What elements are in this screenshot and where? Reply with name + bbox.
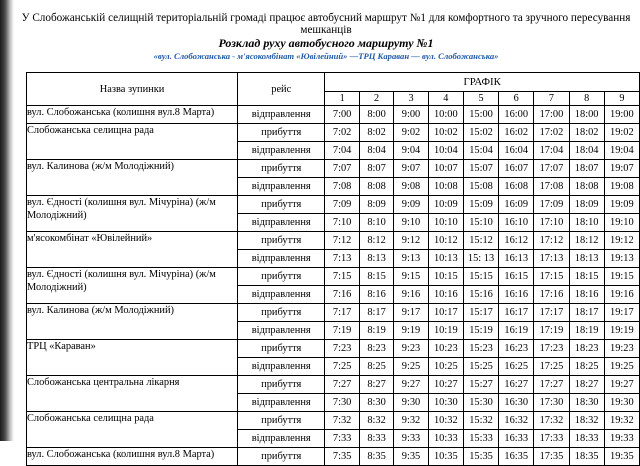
time-cell: 17:02: [534, 124, 569, 142]
trip-type: відправлення: [238, 430, 325, 448]
run-number-header: 9: [604, 91, 639, 105]
time-cell: 16:10: [499, 214, 534, 232]
time-cell: 15: 13: [463, 250, 498, 268]
time-cell: 16:12: [499, 232, 534, 250]
time-cell: 9:17: [394, 304, 428, 322]
time-cell: 19:25: [604, 358, 639, 376]
time-cell: 15:30: [463, 394, 498, 412]
stop-name: вул. Єдності (колишня вул. Мічуріна) (ж/м Молодіжний): [27, 196, 238, 232]
time-cell: 16:02: [499, 124, 534, 142]
time-cell: 18:32: [569, 412, 604, 430]
time-cell: 7:13: [325, 250, 359, 268]
table-row: [27, 376, 640, 394]
stop-name: ТРЦ «Караван»: [27, 340, 238, 376]
time-cell: 8:13: [359, 250, 393, 268]
time-cell: 9:15: [394, 268, 428, 286]
time-cell: 15:25: [463, 358, 498, 376]
trip-type: відправлення: [238, 322, 325, 340]
time-cell: 17:08: [534, 178, 569, 196]
time-cell: 9:16: [394, 286, 428, 304]
trip-type: відправлення: [238, 394, 325, 412]
trip-type: прибуття: [238, 160, 325, 178]
time-cell: 9:33: [394, 430, 428, 448]
time-cell: 16:32: [499, 412, 534, 430]
time-cell: 17:35: [534, 448, 569, 466]
time-cell: 19:16: [604, 286, 639, 304]
time-cell: 16:08: [499, 178, 534, 196]
time-cell: 19:09: [604, 196, 639, 214]
time-cell: 8:23: [359, 340, 393, 358]
document-header: [20, 12, 632, 62]
trip-type: прибуття: [238, 196, 325, 214]
time-cell: 10:35: [428, 448, 463, 466]
trip-type: прибуття: [238, 268, 325, 286]
time-cell: 15:17: [463, 304, 498, 322]
time-cell: 18:25: [569, 358, 604, 376]
time-cell: 17:00: [534, 106, 569, 124]
time-cell: 17:12: [534, 232, 569, 250]
time-cell: 15:33: [463, 430, 498, 448]
trip-type: прибуття: [238, 340, 325, 358]
time-cell: 10:19: [428, 322, 463, 340]
run-number-header: 4: [428, 91, 463, 105]
time-cell: 17:32: [534, 412, 569, 430]
trip-type: прибуття: [238, 412, 325, 430]
time-cell: 8:27: [359, 376, 393, 394]
table-row: [27, 106, 640, 124]
trip-type: відправлення: [238, 286, 325, 304]
time-cell: 8:02: [359, 124, 393, 142]
time-cell: 10:16: [428, 286, 463, 304]
trip-type: відправлення: [238, 214, 325, 232]
time-cell: 9:13: [394, 250, 428, 268]
run-number-header: 7: [534, 91, 569, 105]
time-cell: 18:08: [569, 178, 604, 196]
time-cell: 8:32: [359, 412, 393, 430]
time-cell: 19:30: [604, 394, 639, 412]
time-cell: 7:07: [325, 160, 359, 178]
time-cell: 7:23: [325, 340, 359, 358]
time-cell: 9:07: [394, 160, 428, 178]
time-cell: 8:09: [359, 196, 393, 214]
trip-type: прибуття: [238, 376, 325, 394]
time-cell: 18:27: [569, 376, 604, 394]
time-cell: 10:17: [428, 304, 463, 322]
time-cell: 16:23: [499, 340, 534, 358]
stop-name: вул. Слобожанська (колишня вул.8 Марта): [27, 448, 238, 466]
time-cell: 17:13: [534, 250, 569, 268]
time-cell: 9:12: [394, 232, 428, 250]
time-cell: 19:13: [604, 250, 639, 268]
time-cell: 10:25: [428, 358, 463, 376]
time-cell: 10:23: [428, 340, 463, 358]
time-cell: 16:25: [499, 358, 534, 376]
time-cell: 10:07: [428, 160, 463, 178]
time-cell: 19:07: [604, 160, 639, 178]
time-cell: 19:32: [604, 412, 639, 430]
stop-name: Слобожанська центральна лікарня: [27, 376, 238, 412]
time-cell: 9:30: [394, 394, 428, 412]
time-cell: 10:00: [428, 106, 463, 124]
time-cell: 8:17: [359, 304, 393, 322]
time-cell: 7:09: [325, 196, 359, 214]
time-cell: 7:19: [325, 322, 359, 340]
time-cell: 17:09: [534, 196, 569, 214]
run-number-header: 1: [325, 91, 359, 105]
stop-name: вул. Калинова (ж/м Молодіжний): [27, 304, 238, 340]
time-cell: 7:32: [325, 412, 359, 430]
time-cell: 7:04: [325, 142, 359, 160]
time-cell: 15:07: [463, 160, 498, 178]
schedule-table: [26, 72, 640, 466]
time-cell: 15:35: [463, 448, 498, 466]
header-stop-name: Назва зупинки: [27, 73, 238, 106]
time-cell: 16:15: [499, 268, 534, 286]
time-cell: 15:00: [463, 106, 498, 124]
time-cell: 8:30: [359, 394, 393, 412]
time-cell: 9:27: [394, 376, 428, 394]
time-cell: 15:12: [463, 232, 498, 250]
header-trip: рейс: [238, 73, 325, 106]
time-cell: 10:13: [428, 250, 463, 268]
time-cell: 8:35: [359, 448, 393, 466]
table-row: [27, 196, 640, 214]
time-cell: 8:04: [359, 142, 393, 160]
time-cell: 18:16: [569, 286, 604, 304]
time-cell: 9:09: [394, 196, 428, 214]
time-cell: 9:00: [394, 106, 428, 124]
trip-type: відправлення: [238, 358, 325, 376]
time-cell: 7:30: [325, 394, 359, 412]
time-cell: 7:02: [325, 124, 359, 142]
time-cell: 17:15: [534, 268, 569, 286]
time-cell: 19:10: [604, 214, 639, 232]
time-cell: 9:08: [394, 178, 428, 196]
time-cell: 7:12: [325, 232, 359, 250]
trip-type: прибуття: [238, 448, 325, 466]
table-row: [27, 448, 640, 466]
schedule-body: [27, 106, 640, 466]
time-cell: 17:19: [534, 322, 569, 340]
time-cell: 7:10: [325, 214, 359, 232]
time-cell: 10:04: [428, 142, 463, 160]
time-cell: 19:19: [604, 322, 639, 340]
stop-name: Слобожанська селищна рада: [27, 124, 238, 160]
time-cell: 18:17: [569, 304, 604, 322]
time-cell: 18:02: [569, 124, 604, 142]
time-cell: 17:07: [534, 160, 569, 178]
time-cell: 18:00: [569, 106, 604, 124]
trip-type: прибуття: [238, 304, 325, 322]
time-cell: 10:12: [428, 232, 463, 250]
time-cell: 8:12: [359, 232, 393, 250]
time-cell: 15:02: [463, 124, 498, 142]
time-cell: 7:15: [325, 268, 359, 286]
time-cell: 18:10: [569, 214, 604, 232]
trip-type: відправлення: [238, 250, 325, 268]
header-schedule: ГРАФІК: [325, 73, 640, 92]
trip-type: відправлення: [238, 106, 325, 124]
time-cell: 18:15: [569, 268, 604, 286]
time-cell: 9:04: [394, 142, 428, 160]
time-cell: 15:19: [463, 322, 498, 340]
time-cell: 15:08: [463, 178, 498, 196]
time-cell: 19:35: [604, 448, 639, 466]
time-cell: 16:19: [499, 322, 534, 340]
trip-type: відправлення: [238, 142, 325, 160]
time-cell: 10:27: [428, 376, 463, 394]
time-cell: 16:27: [499, 376, 534, 394]
time-cell: 16:04: [499, 142, 534, 160]
run-number-header: 6: [499, 91, 534, 105]
time-cell: 10:10: [428, 214, 463, 232]
time-cell: 9:19: [394, 322, 428, 340]
time-cell: 7:16: [325, 286, 359, 304]
stop-name: вул. Слобожанська (колишня вул.8 Марта): [27, 106, 238, 124]
time-cell: 17:33: [534, 430, 569, 448]
time-cell: 10:15: [428, 268, 463, 286]
time-cell: 7:00: [325, 106, 359, 124]
time-cell: 16:13: [499, 250, 534, 268]
stop-name: вул. Калинова (ж/м Молодіжний): [27, 160, 238, 196]
time-cell: 17:25: [534, 358, 569, 376]
time-cell: 15:04: [463, 142, 498, 160]
time-cell: 18:35: [569, 448, 604, 466]
stop-name: вул. Єдності (колишня вул. Мічуріна) (ж/м Молодіжний): [27, 268, 238, 304]
table-row: [27, 304, 640, 322]
time-cell: 7:33: [325, 430, 359, 448]
time-cell: 8:19: [359, 322, 393, 340]
time-cell: 7:27: [325, 376, 359, 394]
time-cell: 7:08: [325, 178, 359, 196]
time-cell: 16:33: [499, 430, 534, 448]
table-row: [27, 232, 640, 250]
run-number-header: 5: [463, 91, 498, 105]
stop-name: м'ясокомбінат «Ювілейний»: [27, 232, 238, 268]
time-cell: 15:15: [463, 268, 498, 286]
time-cell: 19:04: [604, 142, 639, 160]
table-row: [27, 160, 640, 178]
time-cell: 8:07: [359, 160, 393, 178]
time-cell: 19:15: [604, 268, 639, 286]
time-cell: 19:00: [604, 106, 639, 124]
time-cell: 16:35: [499, 448, 534, 466]
run-number-header: 2: [359, 91, 393, 105]
time-cell: 18:30: [569, 394, 604, 412]
time-cell: 18:13: [569, 250, 604, 268]
time-cell: 16:09: [499, 196, 534, 214]
trip-type: відправлення: [238, 178, 325, 196]
table-row: [27, 268, 640, 286]
time-cell: 10:09: [428, 196, 463, 214]
time-cell: 7:17: [325, 304, 359, 322]
time-cell: 17:16: [534, 286, 569, 304]
time-cell: 8:25: [359, 358, 393, 376]
time-cell: 7:25: [325, 358, 359, 376]
time-cell: 15:10: [463, 214, 498, 232]
time-cell: 17:17: [534, 304, 569, 322]
time-cell: 10:08: [428, 178, 463, 196]
time-cell: 7:35: [325, 448, 359, 466]
time-cell: 9:25: [394, 358, 428, 376]
time-cell: 19:33: [604, 430, 639, 448]
time-cell: 8:10: [359, 214, 393, 232]
time-cell: 19:08: [604, 178, 639, 196]
time-cell: 18:12: [569, 232, 604, 250]
time-cell: 19:02: [604, 124, 639, 142]
table-row: [27, 412, 640, 430]
time-cell: 18:33: [569, 430, 604, 448]
time-cell: 18:23: [569, 340, 604, 358]
time-cell: 10:33: [428, 430, 463, 448]
trip-type: прибуття: [238, 232, 325, 250]
time-cell: 19:23: [604, 340, 639, 358]
time-cell: 18:07: [569, 160, 604, 178]
time-cell: 15:09: [463, 196, 498, 214]
run-number-header: 8: [569, 91, 604, 105]
time-cell: 19:27: [604, 376, 639, 394]
time-cell: 18:19: [569, 322, 604, 340]
time-cell: 19:17: [604, 304, 639, 322]
time-cell: 16:16: [499, 286, 534, 304]
schedule-title: Розклад руху автобусного маршруту №1: [218, 36, 434, 50]
page-edge-shadow: [0, 0, 14, 441]
time-cell: 17:04: [534, 142, 569, 160]
stop-name: Слобожанська селищна рада: [27, 412, 238, 448]
time-cell: 16:07: [499, 160, 534, 178]
time-cell: 8:08: [359, 178, 393, 196]
time-cell: 16:00: [499, 106, 534, 124]
time-cell: 8:15: [359, 268, 393, 286]
time-cell: 8:16: [359, 286, 393, 304]
time-cell: 8:33: [359, 430, 393, 448]
time-cell: 17:30: [534, 394, 569, 412]
time-cell: 19:12: [604, 232, 639, 250]
time-cell: 8:00: [359, 106, 393, 124]
time-cell: 9:23: [394, 340, 428, 358]
time-cell: 18:09: [569, 196, 604, 214]
time-cell: 10:02: [428, 124, 463, 142]
time-cell: 10:32: [428, 412, 463, 430]
time-cell: 17:27: [534, 376, 569, 394]
time-cell: 15:32: [463, 412, 498, 430]
time-cell: 10:30: [428, 394, 463, 412]
time-cell: 18:04: [569, 142, 604, 160]
time-cell: 9:02: [394, 124, 428, 142]
table-row: [27, 340, 640, 358]
time-cell: 16:30: [499, 394, 534, 412]
trip-type: прибуття: [238, 124, 325, 142]
table-row: [27, 124, 640, 142]
route-description: «вул. Слобожанська - м'ясокомбінат «Ювілейний» —ТРЦ Караван — вул. Слобожанська»: [153, 51, 499, 61]
time-cell: 9:32: [394, 412, 428, 430]
time-cell: 17:10: [534, 214, 569, 232]
run-number-header: 3: [394, 91, 428, 105]
time-cell: 16:17: [499, 304, 534, 322]
time-cell: 15:16: [463, 286, 498, 304]
time-cell: 9:10: [394, 214, 428, 232]
intro-text: У Слобожанській селищній територіальній громаді працює автобусний маршрут №1 для комфортного та зручного пересування мешканців: [21, 12, 631, 36]
time-cell: 17:23: [534, 340, 569, 358]
time-cell: 15:23: [463, 340, 498, 358]
time-cell: 15:27: [463, 376, 498, 394]
time-cell: 9:35: [394, 448, 428, 466]
